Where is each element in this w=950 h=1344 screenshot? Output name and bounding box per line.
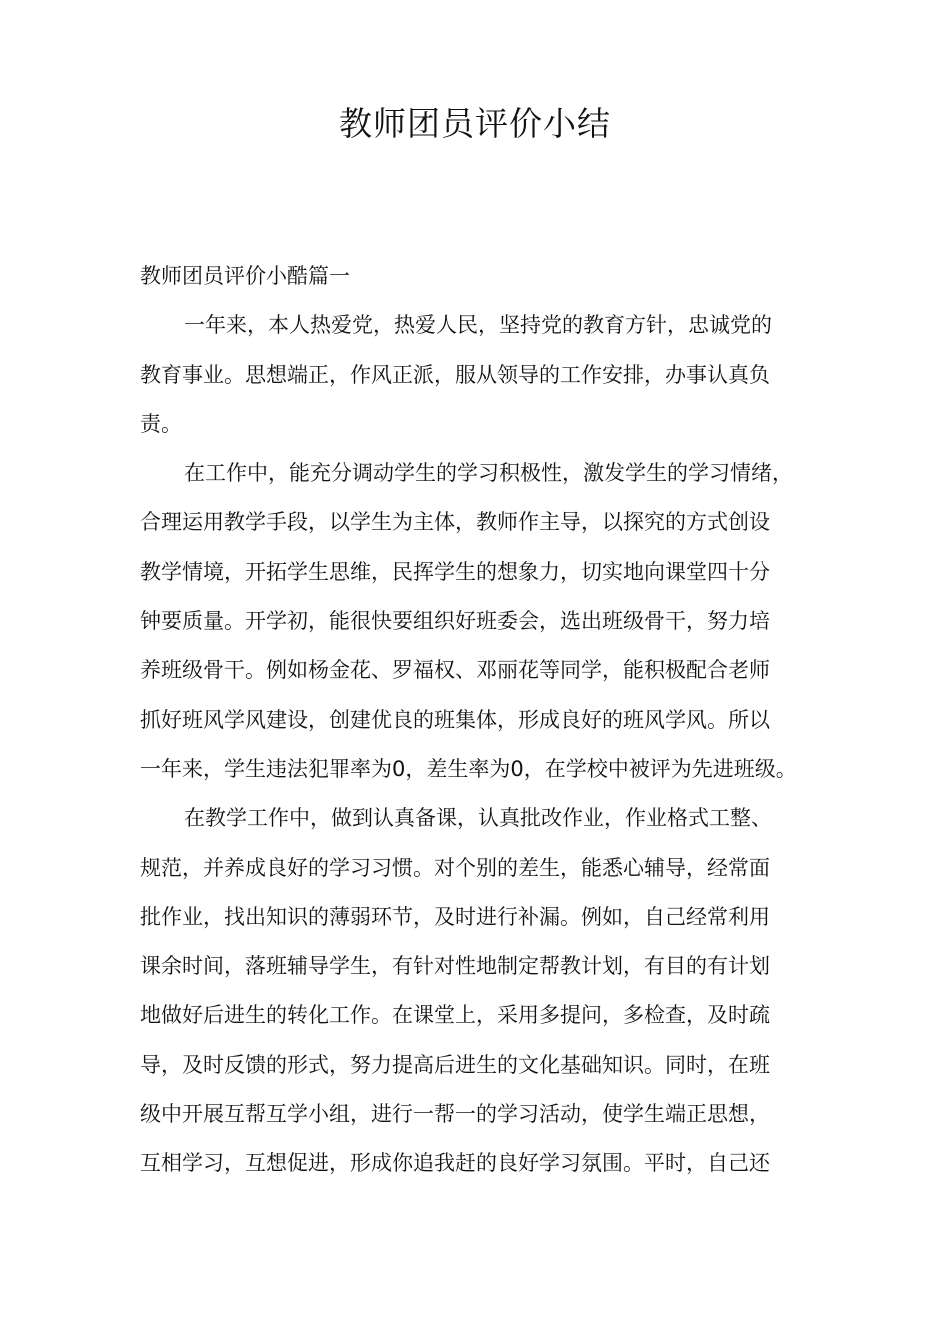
paragraph-line: 课余时间，落班辅导学生，有针对性地制定帮教计划，有目的有计划 [140,954,770,979]
document-body [140,252,840,1189]
paragraph-line: 一年来，本人热爱党，热爱人民，坚持党的教育方针，忠诚党的 [184,313,772,338]
paragraph-line: 互相学习，互想促进，形成你追我赶的良好学习氛围。平时，自己还 [140,1151,770,1176]
paragraph-line: 在教学工作中，做到认真备课，认真批改作业，作业格式工整、 [184,806,772,831]
paragraph-line: 一年来，学生违法犯罪率为0，差生率为0，在学校中被评为先进班级。 [140,756,797,781]
paragraph-line: 导，及时反馈的形式，努力提高后进生的文化基础知识。同时，在班 [140,1052,770,1077]
paragraph-line: 教学情境，开拓学生思维，民挥学生的想象力，切实地向课堂四十分 [140,559,770,584]
paragraph-line: 抓好班风学风建设，创建优良的班集体，形成良好的班风学风。所以 [140,707,770,732]
section-heading: 教师团员评价小酷篇一 [140,264,350,288]
paragraph-line: 在工作中，能充分调动学生的学习积极性，激发学生的学习情绪， [184,461,793,486]
paragraph-line: 批作业，找出知识的薄弱环节，及时进行补漏。例如，自己经常利用 [140,904,770,929]
paragraph-line: 钟要质量。开学初，能很快要组织好班委会，选出班级骨干，努力培 [140,609,770,634]
paragraph-line: 规范，并养成良好的学习习惯。对个别的差生，能悉心辅导，经常面 [140,855,770,880]
paragraph-line: 教育事业。思想端正，作风正派，服从领导的工作安排，办事认真负 [140,362,770,387]
paragraph-line: 合理运用教学手段，以学生为主体，教师作主导，以探究的方式创设 [140,510,770,535]
paragraph-line: 责。 [140,411,182,436]
paragraph-line: 地做好后进生的转化工作。在课堂上，采用多提问，多检查，及时疏 [140,1003,770,1028]
paragraph-line: 养班级骨干。例如杨金花、罗福权、邓丽花等同学，能积极配合老师 [140,658,770,683]
document-title: 教师团员评价小结 [339,104,611,143]
paragraph-line: 级中开展互帮互学小组，进行一帮一的学习活动，使学生端正思想， [140,1102,770,1127]
